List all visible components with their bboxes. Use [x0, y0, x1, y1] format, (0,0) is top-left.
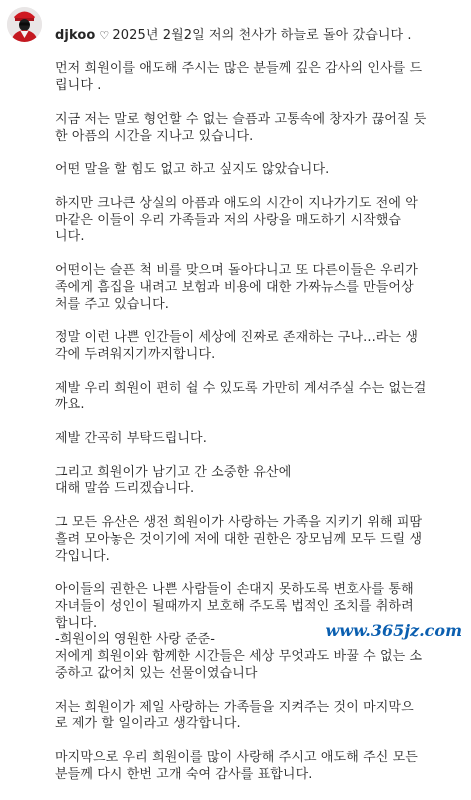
post-caption: [55, 11, 467, 800]
caption-paragraph: [55, 28, 467, 45]
caption-paragraph: 정말 이런 나쁜 인간들이 세상에 진짜로 존재하는 구나...라는 생 각에 두려워지기까지합니다.: [55, 330, 419, 362]
caption-paragraph: 마지막으로 우리 희원이를 많이 사랑해 주시고 애도해 주신 모든 분들께 다시 한번 고개 숙여 감사를 표합니다.: [55, 750, 418, 782]
caption-paragraph: 제발 간곡히 부탁드립니다.: [55, 430, 207, 446]
caption-paragraph: 어떤이는 슬픈 척 비를 맞으며 돌아다니고 또 다른이들은 우리가 족에게 흠집을 내려고 보험과 비용에 대한 가짜뉴스를 만들어상 처를 주고 있습니다.: [55, 262, 418, 312]
caption-signature: -희원이의 영원한 사랑 준준-: [55, 632, 215, 647]
site-watermark: www.365jz.com: [325, 621, 462, 640]
heart-icon: ♡: [99, 28, 110, 42]
caption-paragraph: 저는 희원이가 제일 사랑하는 가족들을 지켜주는 것이 마지막으 로 제가 할 일이라고 생각합니다.: [55, 699, 414, 732]
avatar[interactable]: [7, 7, 42, 42]
caption-paragraph: 저에게 희원이와 함께한 시간들은 세상 무엇과도 바꿀 수 없는 소 중하고 값어치 있는 선물이였습니다: [55, 649, 423, 682]
caption-line: 2025년 2월2일 저의 천사가 하늘로 돌아 갔습니다 .: [112, 27, 412, 43]
caption-paragraph: 지금 저는 말로 형언할 수 없는 슬픔과 고통속에 창자가 끊어질 듯 한 아픔의 시간을 지나고 있습니다.: [55, 111, 427, 144]
caption-paragraph: 하지만 크나큰 상실의 아픔과 애도의 시간이 지나가기도 전에 악 마같은 이들이 우리 가족들과 저의 사랑을 매도하기 시작했습 니다.: [55, 195, 418, 245]
username-link[interactable]: djkoo: [55, 27, 96, 43]
caption-paragraph: 어떤 말을 할 힘도 없고 하고 싶지도 않았습니다.: [55, 162, 330, 178]
caption-paragraph: 아이들의 권한은 나쁜 사람들이 손대지 못하도록 변호사를 통해 자녀들이 성인이 될때까지 보호해 주도록 법적인 조치를 취하려 합니다.: [55, 582, 414, 631]
caption-paragraph: 그리고 희원이가 남기고 간 소중한 유산에 대해 말씀 드리겠습니다.: [55, 464, 292, 497]
caption-paragraph: 먼저 희원이를 애도해 주시는 많은 분들께 깊은 감사의 인사를 드 립니다 .: [55, 61, 423, 94]
avatar-image: [7, 7, 42, 42]
caption-paragraph: 그 모든 유산은 생전 희원이가 사랑하는 가족을 지키기 위해 피땀 흘려 모아놓은 것이기에 저에 대한 권한은 장모님께 모두 드릴 생 각입니다.: [55, 514, 423, 564]
caption-paragraph: 제발 우리 희원이 편히 쉴 수 있도록 가만히 계셔주실 수는 없는걸 까요.: [55, 380, 427, 413]
